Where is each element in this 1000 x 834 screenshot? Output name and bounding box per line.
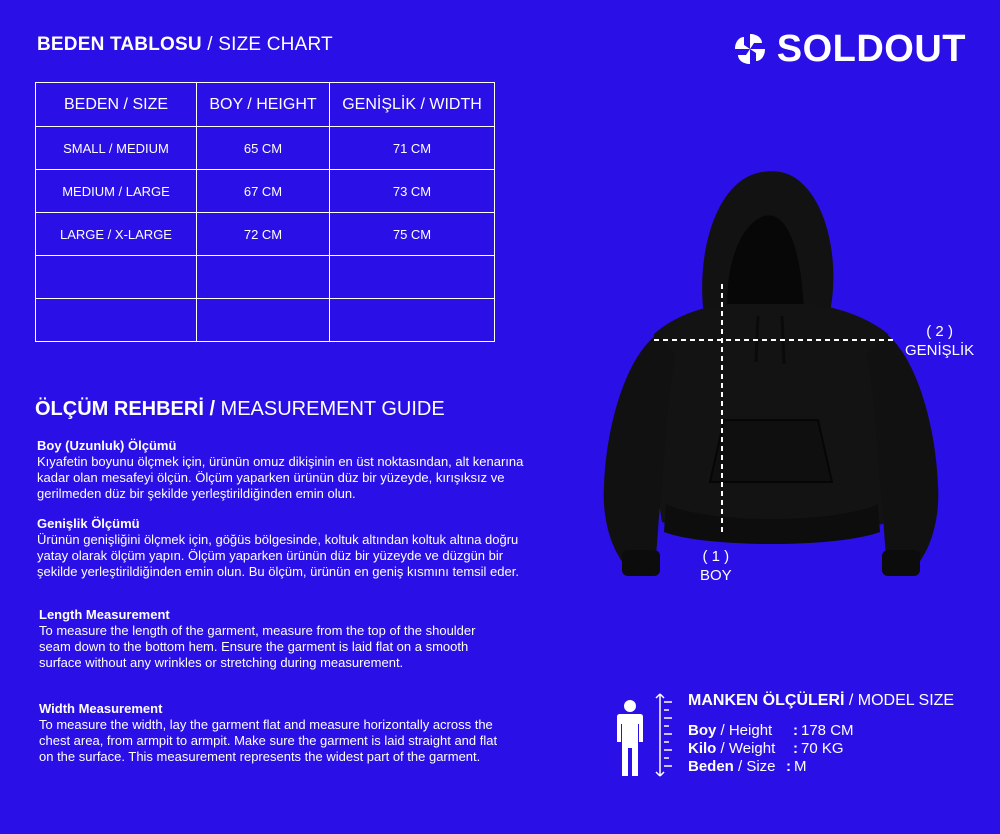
hoodie-illustration [596,166,946,586]
width-label-text: GENİŞLİK [905,342,975,359]
table-header-cell: BOY / HEIGHT [197,83,330,127]
table-cell: SMALL / MEDIUM [36,127,197,170]
size-table [35,82,495,342]
table-cell [197,256,330,299]
model-row-key-rest: / Size [733,758,776,775]
model-row-separator: : [793,722,798,739]
person-icon [617,700,643,776]
guide-section-heading: Boy (Uzunluk) Ölçümü [37,438,177,453]
table-cell: 75 CM [330,213,495,256]
table-cell [330,299,495,342]
table-cell: MEDIUM / LARGE [36,170,197,213]
guide-section-width-tr [37,516,527,580]
model-row-separator: : [786,758,791,775]
table-cell: 67 CM [197,170,330,213]
guide-section-body: To measure the length of the garment, measure from the top of the shoulder seam down to the bottom hem. Ensure the garment is laid flat on a smooth surface without any wrinkles or stretching during measurement. [39,623,476,670]
model-row-separator: : [793,740,798,757]
table-cell [197,299,330,342]
size-chart-title-rest: / SIZE CHART [201,34,333,55]
table-row [36,256,495,299]
guide-section-heading: Length Measurement [39,607,170,622]
guide-section-length-en [39,607,499,671]
soldout-logo-icon [733,32,767,66]
height-ruler-icon [656,694,672,776]
size-chart-title [37,34,333,56]
guide-section-length-tr [37,438,557,502]
model-row-key-rest: / Weight [716,740,776,757]
table-cell: LARGE / X-LARGE [36,213,197,256]
width-label-number: ( 2 ) [926,323,953,340]
model-size-icon [612,690,676,780]
table-cell: 72 CM [197,213,330,256]
model-row-value: 178 CM [801,722,854,739]
model-row-value: M [794,758,807,775]
model-row-size [688,758,854,776]
guide-section-heading: Genişlik Ölçümü [37,516,140,531]
model-size-title [688,692,954,710]
table-cell: 71 CM [330,127,495,170]
guide-section-body: Kıyafetin boyunu ölçmek için, ürünün omuz dikişinin en üst noktasından, alt kenarına kadar olan mesafeyi ölçün. Ölçüm yaparken ürünün düz bir yüzeyde, kırışıksız ve gerilmeden düz bir şekilde yerleştirildiğinden emin olun. [37,454,524,501]
model-row-key-rest: / Height [716,722,773,739]
table-row [36,299,495,342]
guide-section-width-en [39,701,499,765]
table-row [36,170,495,213]
table-row [36,127,495,170]
measurement-guide-title [35,398,445,421]
table-header-cell: BEDEN / SIZE [36,83,197,127]
model-row-key: Beden [688,758,734,775]
model-size-list [688,722,854,776]
length-label-number: ( 1 ) [702,548,730,565]
model-size-title-rest: / MODEL SIZE [844,692,955,709]
table-header-row [36,83,495,127]
length-label [700,547,732,585]
model-row-key: Kilo [688,740,717,757]
table-cell [36,299,197,342]
table-cell [36,256,197,299]
size-chart-title-bold: BEDEN TABLOSU [37,34,202,55]
model-row-height [688,722,854,740]
table-cell: 65 CM [197,127,330,170]
table-header-cell: GENİŞLİK / WIDTH [330,83,495,127]
table-cell: 73 CM [330,170,495,213]
length-label-text: BOY [700,567,732,584]
model-size-title-bold: MANKEN ÖLÇÜLERİ [688,692,845,709]
brand-logo [733,30,966,68]
brand-name: SOLDOUT [776,28,966,70]
model-row-weight [688,740,854,758]
model-row-key: Boy [688,722,717,739]
guide-section-body: Ürünün genişliğini ölçmek için, göğüs bölgesinde, koltuk altından koltuk altına doğru yatay olarak ölçüm yapın. Ölçüm yaparken ürünün düz bir yüzeyde ve düzgün bir şekilde yerleştirildiğinden emin olun. Bu ölçüm, ürünün en geniş kısmını temsil eder. [37,532,519,579]
guide-section-body: To measure the width, lay the garment flat and measure horizontally across the chest area, from armpit to armpit. Make sure the garment is laid straight and flat on the surface. This measurement represents the widest part of the garment. [39,717,498,764]
model-row-value: 70 KG [801,740,844,757]
measurement-guide-title-rest: MEASUREMENT GUIDE [215,398,445,420]
table-cell [330,256,495,299]
width-label [905,322,974,360]
measurement-guide-title-bold: ÖLÇÜM REHBERİ / [35,398,215,420]
hoodie-body [604,171,939,576]
table-row [36,213,495,256]
guide-section-heading: Width Measurement [39,701,163,716]
